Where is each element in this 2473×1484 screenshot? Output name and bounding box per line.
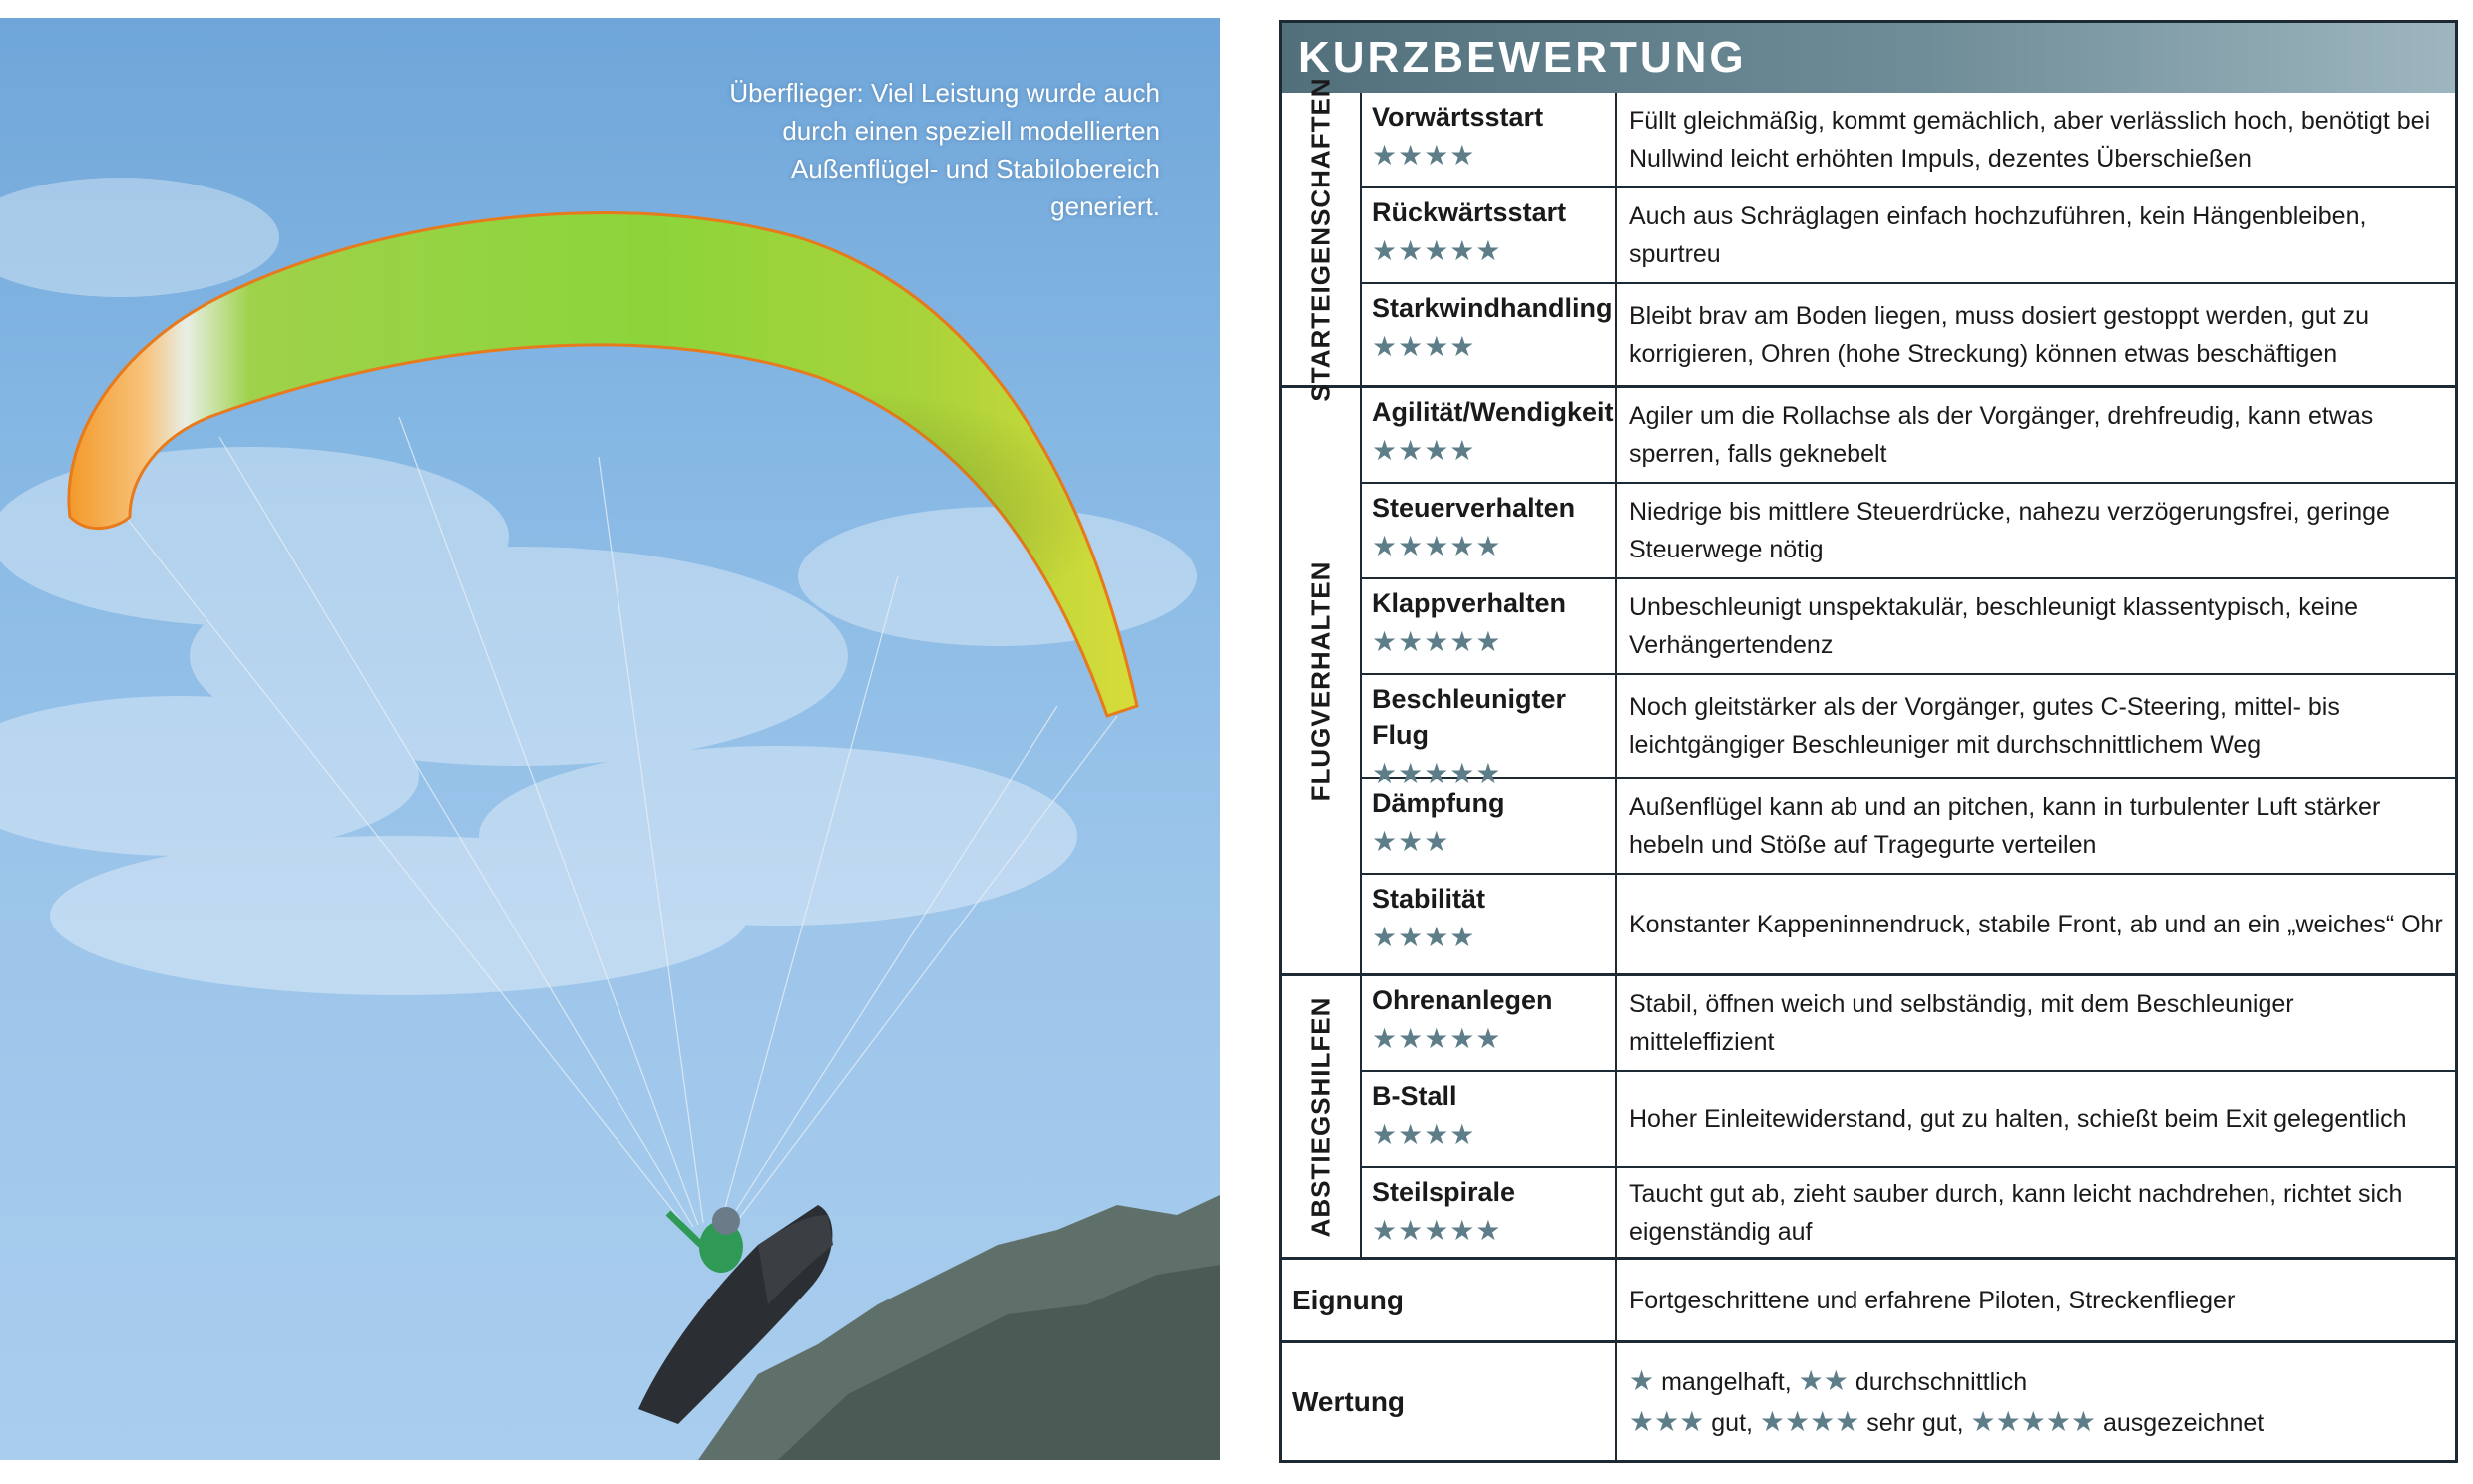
paraglider-illustration: [0, 18, 1220, 1460]
criterion-name: Ohrenanlegen: [1372, 985, 1553, 1015]
group-label: FLUGVERHALTEN: [1305, 560, 1336, 801]
criterion-name: Vorwärtsstart: [1372, 102, 1544, 132]
criterion-description: Taucht gut ab, zieht sauber durch, kann leicht nachdrehen, richtet sich eigenständig auf: [1629, 1179, 2403, 1246]
table-row: [1362, 484, 2455, 579]
criterion-name: Stabilität: [1372, 884, 1486, 914]
star-rating: ★★★★: [1372, 331, 1476, 362]
group-abstiegshilfen: [1282, 976, 1362, 1260]
legend-line-1: [1629, 1361, 2027, 1402]
criterion-name: B-Stall: [1372, 1081, 1457, 1111]
star-icon: ★★★: [1629, 1405, 1705, 1437]
table-row: [1362, 579, 2455, 675]
star-rating: ★★★★: [1372, 435, 1476, 466]
criterion-name: Beschleunigter Flug: [1372, 684, 1567, 750]
star-rating: ★★★★: [1372, 1119, 1476, 1150]
legend-text: sehr gut,: [1866, 1408, 1964, 1437]
table-row: [1362, 93, 2455, 188]
legend-text: mangelhaft,: [1661, 1367, 1792, 1396]
group-flugverhalten: [1282, 388, 1362, 976]
star-rating: ★★★★★: [1372, 1023, 1502, 1054]
criterion-name: Steilspirale: [1372, 1177, 1516, 1207]
star-rating: ★★★★★: [1372, 235, 1502, 266]
table-title: KURZBEWERTUNG: [1282, 23, 2455, 93]
criterion-name: Starkwindhandling: [1372, 293, 1613, 323]
legend-line-2: [1629, 1402, 2264, 1443]
table-row: [1362, 875, 2455, 976]
star-icon: ★: [1629, 1364, 1655, 1396]
criterion-description: Bleibt brav am Boden liegen, muss dosiert gestoppt werden, gut zu korrigieren, Ohren (hohe Streckung) können etwas beschäftigen: [1629, 301, 2370, 368]
criterion-description: Konstanter Kappeninnendruck, stabile Front, ab und an ein „weiches“ Ohr: [1629, 910, 2443, 938]
criterion-description: Hoher Einleitewiderstand, gut zu halten, schießt beim Exit gelegentlich: [1629, 1105, 2407, 1133]
star-rating: ★★★★: [1372, 140, 1476, 171]
criterion-name: Rückwärtsstart: [1372, 197, 1567, 227]
legend-text: durchschnittlich: [1855, 1367, 2028, 1396]
criterion-description: Agiler um die Rollachse als der Vorgänger, drehfreudig, kann etwas sperren, falls geknebelt: [1629, 402, 2374, 468]
criterion-description: Füllt gleichmäßig, kommt gemächlich, aber verlässlich hoch, benötigt bei Nullwind leicht erhöhten Impuls, dezentes Überschießen: [1629, 107, 2431, 173]
star-icon: ★★★★★: [1970, 1405, 2097, 1437]
table-row: [1362, 1168, 2455, 1260]
criterion-name: Dämpfung: [1372, 788, 1505, 818]
star-rating: ★★★★★: [1372, 531, 1502, 561]
criterion-description: Auch aus Schräglagen einfach hochzuführen, kein Hängenbleiben, spurtreu: [1629, 202, 2367, 268]
star-rating: ★★★★★: [1372, 626, 1502, 657]
rating-table: [1279, 20, 2458, 1463]
legend-text: gut,: [1711, 1408, 1753, 1437]
criterion-description: Stabil, öffnen weich und selbständig, mit dem Beschleuniger mitteleffizient: [1629, 990, 2294, 1056]
eignung-description: Fortgeschrittene und erfahrene Piloten, Streckenflieger: [1629, 1286, 2236, 1314]
table-row: [1362, 284, 2455, 388]
wertung-row: [1282, 1343, 2455, 1460]
table-row: [1362, 188, 2455, 284]
star-icon: ★★★★: [1759, 1405, 1860, 1437]
eignung-label: Eignung: [1292, 1284, 1404, 1315]
wertung-legend: [1617, 1343, 2455, 1460]
criterion-name: Klappverhalten: [1372, 588, 1567, 618]
criterion-name: Agilität/Wendigkeit: [1372, 397, 1614, 427]
criterion-description: Unbeschleunigt unspektakulär, beschleunigt klassentypisch, keine Verhängertendenz: [1629, 593, 2359, 659]
eignung-row: [1282, 1260, 2455, 1343]
group-label: ABSTIEGSHILFEN: [1305, 996, 1336, 1237]
star-rating: ★★★: [1372, 826, 1450, 857]
group-starteigenschaften: [1282, 76, 1362, 402]
star-rating: ★★★★★: [1372, 758, 1502, 789]
star-rating: ★★★★★: [1372, 1215, 1502, 1246]
group-label: STARTEIGENSCHAFTEN: [1305, 76, 1336, 402]
table-row: [1362, 779, 2455, 875]
criterion-description: Niedrige bis mittlere Steuerdrücke, nahezu verzögerungsfrei, geringe Steuerwege nötig: [1629, 498, 2390, 563]
table-row: [1362, 976, 2455, 1072]
star-icon: ★★: [1798, 1364, 1849, 1396]
criterion-description: Außenflügel kann ab und an pitchen, kann in turbulenter Luft stärker hebeln und Stöße auf Tragegurte verteilen: [1629, 793, 2381, 859]
photo-caption: Überflieger: Viel Leistung wurde auch durch einen speziell modellierten Außenflügel- und Stabilobereich generiert.: [729, 78, 1160, 221]
criterion-description: Noch gleitstärker als der Vorgänger, gutes C-Steering, mittel- bis leichtgängiger Beschleuniger mit durchschnittlichem Weg: [1629, 693, 2340, 759]
criterion-name: Steuerverhalten: [1372, 493, 1576, 523]
star-rating: ★★★★: [1372, 922, 1476, 952]
table-row: [1362, 388, 2455, 484]
legend-text: ausgezeichnet: [2102, 1408, 2265, 1437]
wertung-label: Wertung: [1292, 1385, 1406, 1417]
paraglider-photo: [0, 18, 1220, 1460]
table-row: [1362, 1072, 2455, 1168]
table-row: [1362, 675, 2455, 789]
